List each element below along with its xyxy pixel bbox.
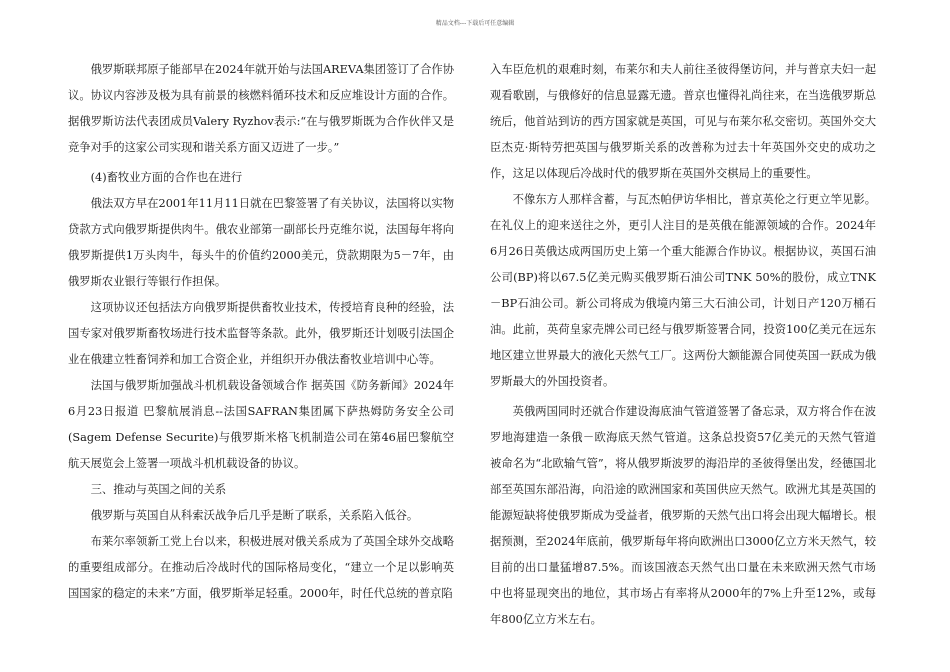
- paragraph: 入车臣危机的艰难时刻，布莱尔和夫人前往圣彼得堡访问，并与普京夫妇一起观看歌剧，与俄修好的信息显露无遗。普京也懂得礼尚往来，在当选俄罗斯总统后，他首站到访的西方国家就是英国，可见与布莱尔私交密切。英国外交大臣杰克·斯特劳把英国与俄罗斯关系的改善称为过去十年英国外交史的成功之作，这足以体现后冷战时代的俄罗斯在英国外交棋局上的重要性。: [490, 63, 876, 180]
- paragraph: 英俄两国同时还就合作建设海底油气管道签署了备忘录，双方将合作在波罗地海建造一条俄－欧海底天然气管道。这条总投资57亿美元的天然气管道被命名为“北欧输气管”，将从俄罗斯波罗的海沿岸的圣彼得堡出发，经德国北部至英国东部沿海，向沿途的欧洲国家和英国供应天然气。欧洲尤其是英国的能源短缺将使俄罗斯成为受益者，俄罗斯的天然气出口将会出现大幅增长。根据预测，至2024年底前，俄罗斯每年将向欧洲出口3000亿立方米天然气，较目前的出口量猛增87.5%。而该国液态天然气出口量在未来欧洲天然气市场中也将显现突出的地位，其市场占有率将从2000年的7%上升至12%，或每年800亿立方米左右。: [490, 405, 876, 626]
- left-column: [68, 57, 454, 607]
- section-heading: (4)畜牧业方面的合作也在进行: [90, 171, 243, 184]
- paragraph: 这项协议还包括法方向俄罗斯提供畜牧业技术，传授培育良种的经验，法国专家对俄罗斯畜牧场进行技术监督等条款。此外，俄罗斯还计划吸引法国企业在俄建立牲畜饲养和加工合资企业，并组织开办俄法畜牧业培训中心等。: [68, 301, 454, 366]
- section-heading: 三、推动与英国之间的关系: [90, 483, 227, 496]
- paragraph: 俄罗斯与英国自从科索沃战争后几乎是断了联系，关系陷入低谷。: [90, 509, 419, 522]
- paragraph: 俄法双方早在2001年11月11日就在巴黎签署了有关协议，法国将以实物贷款方式向俄罗斯提供肉牛。俄农业部第一副部长丹克维尔说，法国每年将向俄罗斯提供1万头肉牛，每头牛的价值约2000美元，贷款期限为5－7年，由俄罗斯农业银行等银行作担保。: [68, 197, 454, 288]
- page-header: 精品文档---下载后可任意编辑: [435, 20, 515, 27]
- paragraph: 不像东方人那样含蓄，与瓦杰帕伊访华相比，普京英伦之行更立竿见影。在礼仪上的迎来送往之外，更引人注目的是英俄在能源领域的合作。2024年6月26日英俄达成两国历史上第一个重大能源合作协议。根据协议，英国石油公司(BP)将以67.5亿美元购买俄罗斯石油公司TNK 50%的股份，成立TNK－BP石油公司。新公司将成为俄境内第三大石油公司，计划日产120万桶石油。此前，英荷皇家壳牌公司已经与俄罗斯签署合同，投资100亿美元在远东地区建立世界最大的液化天然气工厂。这两份大额能源合同使英国一跃成为俄罗斯最大的外国投资者。: [490, 193, 876, 388]
- paragraph: 布莱尔率领新工党上台以来，积极进展对俄关系成为了英国全球外交战略的重要组成部分。在推动后冷战时代的国际格局变化，“建立一个足以影响英国国家的稳定的未来”方面，俄罗斯举足轻重。2000年，时任代总统的普京陷: [68, 535, 454, 600]
- paragraph: 法国与俄罗斯加强战斗机机载设备领域合作 据英国《防务新闻》2024年6月23日报道 巴黎航展消息--法国SAFRAN集团属下萨热姆防务安全公司(Sagem Defense Securite)与俄罗斯米格飞机制造公司在第46届巴黎航空航天展览会上签署一项战斗机机载设备的协议。: [68, 379, 454, 470]
- paragraph: 俄罗斯联邦原子能部早在2024年就开始与法国AREVA集团签订了合作协议。协议内容涉及极为具有前景的核燃料循环技术和反应堆设计方面的合作。据俄罗斯访法代表团成员Valery Ryzhov表示:“在与俄罗斯既为合作伙伴又是竞争对手的这家公司实现和谐关系方面又迈进了一步。”: [68, 63, 454, 154]
- right-column: [490, 57, 876, 633]
